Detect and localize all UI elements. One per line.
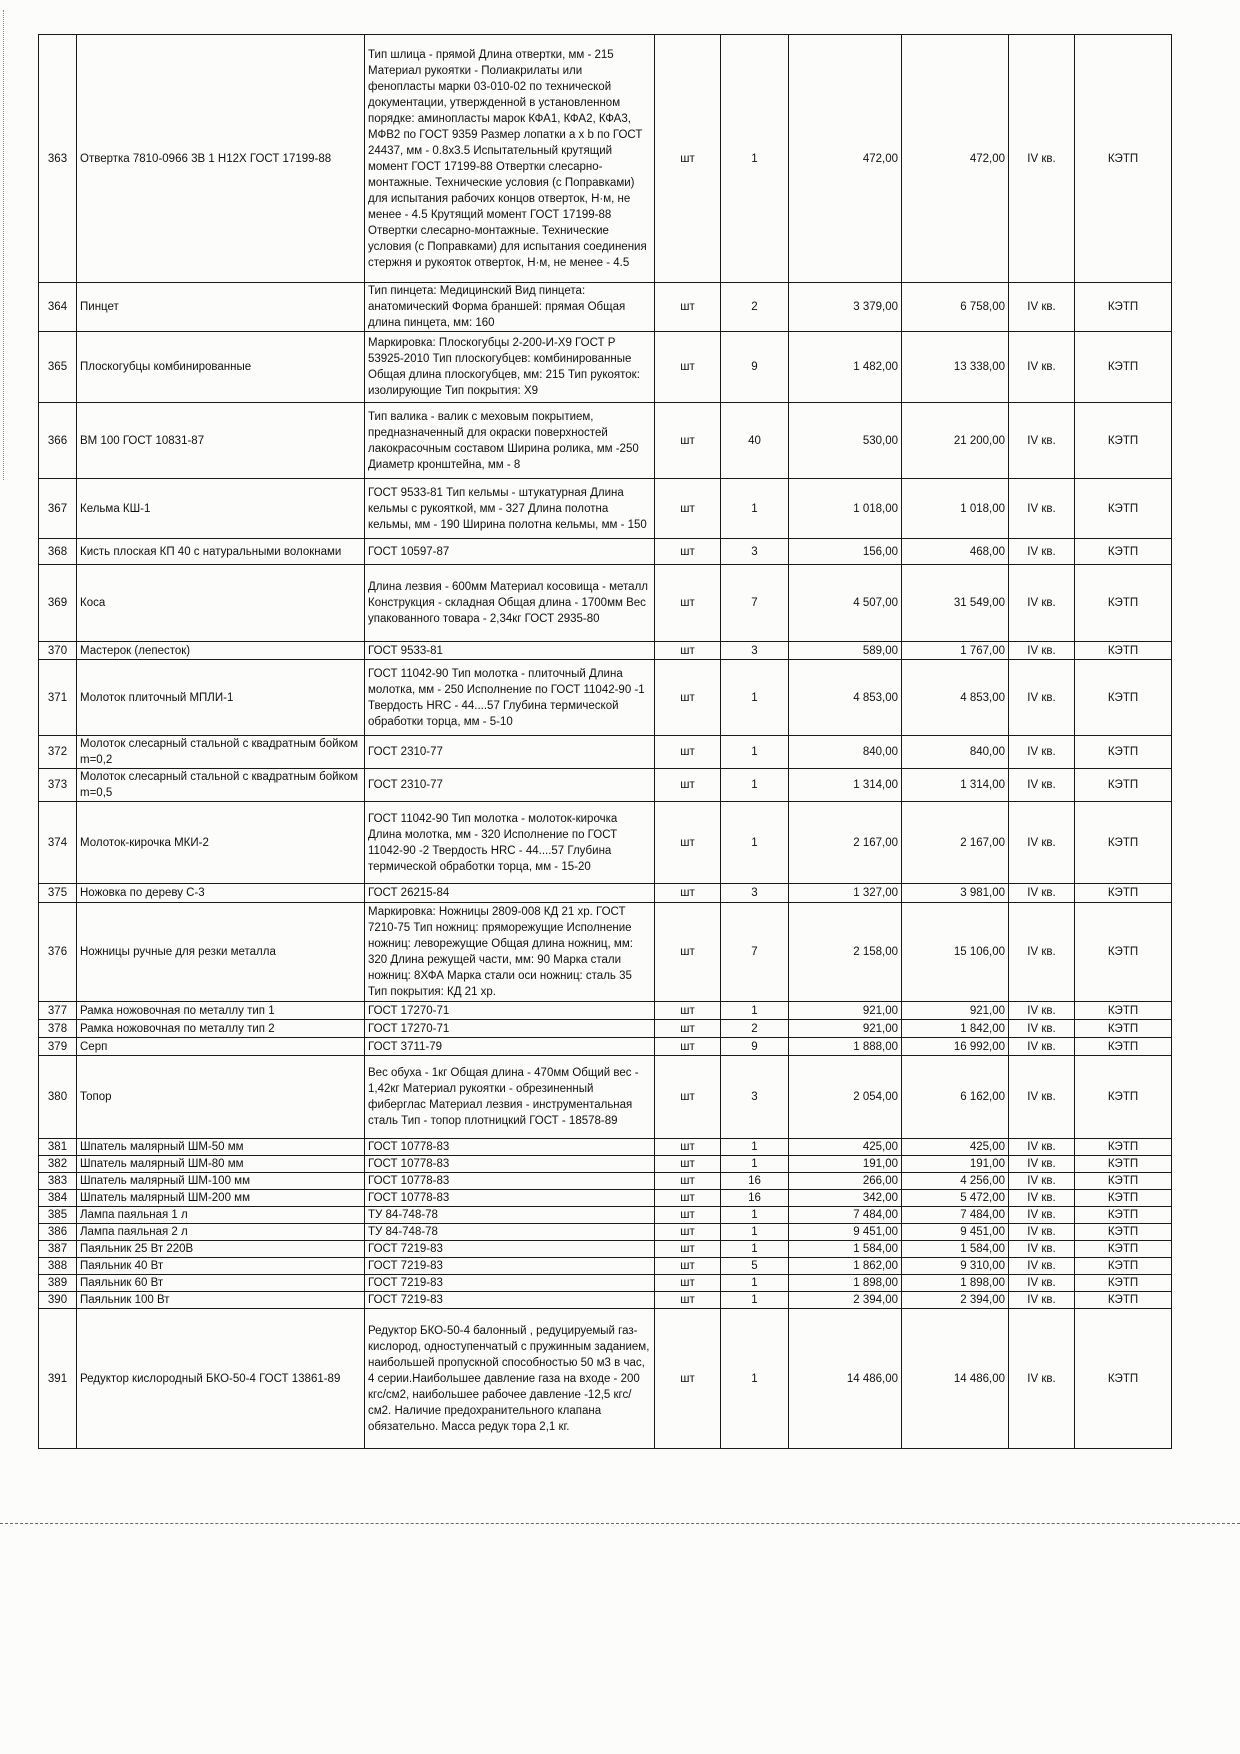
item-name: Паяльник 40 Вт — [77, 1258, 365, 1275]
delivery-quarter: IV кв. — [1009, 35, 1075, 283]
total-amount: 425,00 — [902, 1139, 1009, 1156]
customer-code: КЭТП — [1075, 332, 1172, 403]
unit-of-measure: шт — [655, 1056, 721, 1139]
customer-code: КЭТП — [1075, 1002, 1172, 1020]
item-specification: Тип валика - валик с меховым покрытием, предназначенный для окраски поверхностей лакокрасочным составом Ширина ролика, мм -250 Диаметр кронштейна, мм - 8 — [365, 403, 655, 479]
table-row — [39, 403, 1172, 479]
item-name: Паяльник 25 Вт 220В — [77, 1241, 365, 1258]
table-row — [39, 1038, 1172, 1056]
quantity: 2 — [721, 283, 789, 332]
customer-code: КЭТП — [1075, 884, 1172, 903]
unit-price: 840,00 — [789, 736, 902, 769]
quantity: 1 — [721, 660, 789, 736]
item-name: Лампа паяльная 2 л — [77, 1224, 365, 1241]
customer-code: КЭТП — [1075, 1038, 1172, 1056]
row-number: 366 — [39, 403, 77, 479]
unit-price: 191,00 — [789, 1156, 902, 1173]
item-name: Отвертка 7810-0966 3В 1 Н12Х ГОСТ 17199-88 — [77, 35, 365, 283]
total-amount: 1 018,00 — [902, 479, 1009, 539]
delivery-quarter: IV кв. — [1009, 802, 1075, 884]
row-number: 378 — [39, 1020, 77, 1038]
quantity: 1 — [721, 1139, 789, 1156]
unit-of-measure: шт — [655, 1309, 721, 1449]
delivery-quarter: IV кв. — [1009, 1241, 1075, 1258]
customer-code: КЭТП — [1075, 1056, 1172, 1139]
customer-code: КЭТП — [1075, 1190, 1172, 1207]
customer-code: КЭТП — [1075, 642, 1172, 660]
total-amount: 13 338,00 — [902, 332, 1009, 403]
item-name: Ножницы ручные для резки металла — [77, 903, 365, 1002]
total-amount: 16 992,00 — [902, 1038, 1009, 1056]
table-row — [39, 1002, 1172, 1020]
unit-price: 2 054,00 — [789, 1056, 902, 1139]
unit-of-measure: шт — [655, 1139, 721, 1156]
unit-price: 1 898,00 — [789, 1275, 902, 1292]
item-name: Редуктор кислородный БКО-50-4 ГОСТ 13861-89 — [77, 1309, 365, 1449]
item-specification: ГОСТ 2310-77 — [365, 736, 655, 769]
table-row — [39, 903, 1172, 1002]
delivery-quarter: IV кв. — [1009, 403, 1075, 479]
row-number: 377 — [39, 1002, 77, 1020]
delivery-quarter: IV кв. — [1009, 479, 1075, 539]
quantity: 1 — [721, 1309, 789, 1449]
item-specification: ГОСТ 11042-90 Тип молотка - молоток-кирочка Длина молотка, мм - 320 Исполнение по ГОСТ 11042-90 -2 Твердость HRC - 44....57 Глубина термической обработки торца, мм - 15-20 — [365, 802, 655, 884]
row-number: 371 — [39, 660, 77, 736]
unit-price: 3 379,00 — [789, 283, 902, 332]
item-name: Рамка ножовочная по металлу тип 2 — [77, 1020, 365, 1038]
quantity: 1 — [721, 1156, 789, 1173]
unit-price: 1 482,00 — [789, 332, 902, 403]
item-name: Рамка ножовочная по металлу тип 1 — [77, 1002, 365, 1020]
total-amount: 6 162,00 — [902, 1056, 1009, 1139]
delivery-quarter: IV кв. — [1009, 1173, 1075, 1190]
total-amount: 1 898,00 — [902, 1275, 1009, 1292]
row-number: 365 — [39, 332, 77, 403]
item-name: Шпатель малярный ШМ-50 мм — [77, 1139, 365, 1156]
delivery-quarter: IV кв. — [1009, 283, 1075, 332]
delivery-quarter: IV кв. — [1009, 1056, 1075, 1139]
row-number: 385 — [39, 1207, 77, 1224]
item-specification: ГОСТ 7219-83 — [365, 1258, 655, 1275]
unit-of-measure: шт — [655, 736, 721, 769]
total-amount: 6 758,00 — [902, 283, 1009, 332]
unit-price: 425,00 — [789, 1139, 902, 1156]
total-amount: 15 106,00 — [902, 903, 1009, 1002]
table-row — [39, 660, 1172, 736]
scan-cut-line — [0, 1523, 1240, 1524]
row-number: 384 — [39, 1190, 77, 1207]
delivery-quarter: IV кв. — [1009, 1139, 1075, 1156]
unit-of-measure: шт — [655, 35, 721, 283]
unit-of-measure: шт — [655, 1173, 721, 1190]
quantity: 3 — [721, 539, 789, 565]
quantity: 1 — [721, 1002, 789, 1020]
unit-price: 1 314,00 — [789, 769, 902, 802]
unit-of-measure: шт — [655, 479, 721, 539]
table-row — [39, 802, 1172, 884]
row-number: 383 — [39, 1173, 77, 1190]
item-name: Шпатель малярный ШМ-200 мм — [77, 1190, 365, 1207]
table-row — [39, 1156, 1172, 1173]
table-row — [39, 1020, 1172, 1038]
total-amount: 472,00 — [902, 35, 1009, 283]
customer-code: КЭТП — [1075, 1139, 1172, 1156]
delivery-quarter: IV кв. — [1009, 1020, 1075, 1038]
customer-code: КЭТП — [1075, 1292, 1172, 1309]
quantity: 1 — [721, 1224, 789, 1241]
quantity: 9 — [721, 332, 789, 403]
item-name: Молоток слесарный стальной с квадратным бойком m=0,2 — [77, 736, 365, 769]
item-name: Кисть плоская КП 40 с натуральными волокнами — [77, 539, 365, 565]
quantity: 16 — [721, 1173, 789, 1190]
unit-of-measure: шт — [655, 332, 721, 403]
delivery-quarter: IV кв. — [1009, 660, 1075, 736]
total-amount: 9 310,00 — [902, 1258, 1009, 1275]
row-number: 375 — [39, 884, 77, 903]
unit-of-measure: шт — [655, 1241, 721, 1258]
quantity: 40 — [721, 403, 789, 479]
row-number: 363 — [39, 35, 77, 283]
customer-code: КЭТП — [1075, 1309, 1172, 1449]
unit-of-measure: шт — [655, 642, 721, 660]
total-amount: 1 584,00 — [902, 1241, 1009, 1258]
item-name: Паяльник 100 Вт — [77, 1292, 365, 1309]
item-specification: ГОСТ 2310-77 — [365, 769, 655, 802]
delivery-quarter: IV кв. — [1009, 1309, 1075, 1449]
total-amount: 4 256,00 — [902, 1173, 1009, 1190]
total-amount: 921,00 — [902, 1002, 1009, 1020]
total-amount: 191,00 — [902, 1156, 1009, 1173]
item-name: Серп — [77, 1038, 365, 1056]
quantity: 5 — [721, 1258, 789, 1275]
table-row — [39, 769, 1172, 802]
item-name: Ножовка по дереву С-3 — [77, 884, 365, 903]
customer-code: КЭТП — [1075, 479, 1172, 539]
delivery-quarter: IV кв. — [1009, 1190, 1075, 1207]
unit-of-measure: шт — [655, 1020, 721, 1038]
customer-code: КЭТП — [1075, 539, 1172, 565]
unit-of-measure: шт — [655, 903, 721, 1002]
item-name: Плоскогубцы комбинированные — [77, 332, 365, 403]
table-row — [39, 884, 1172, 903]
item-name: Молоток-кирочка МКИ-2 — [77, 802, 365, 884]
unit-price: 472,00 — [789, 35, 902, 283]
item-specification: ГОСТ 11042-90 Тип молотка - плиточный Длина молотка, мм - 250 Исполнение по ГОСТ 11042-90 -1 Твердость HRC - 44....57 Глубина термической обработки торца, мм - 5-10 — [365, 660, 655, 736]
customer-code: КЭТП — [1075, 1224, 1172, 1241]
unit-of-measure: шт — [655, 1207, 721, 1224]
item-specification: ГОСТ 9533-81 Тип кельмы - штукатурная Длина кельмы с рукояткой, мм - 327 Длина полотна кельмы, мм - 190 Ширина полотна кельмы, мм - 150 — [365, 479, 655, 539]
total-amount: 31 549,00 — [902, 565, 1009, 642]
item-specification: ГОСТ 17270-71 — [365, 1020, 655, 1038]
customer-code: КЭТП — [1075, 35, 1172, 283]
item-specification: ГОСТ 7219-83 — [365, 1241, 655, 1258]
row-number: 388 — [39, 1258, 77, 1275]
customer-code: КЭТП — [1075, 1241, 1172, 1258]
unit-price: 156,00 — [789, 539, 902, 565]
table-row — [39, 1309, 1172, 1449]
table-row — [39, 565, 1172, 642]
row-number: 382 — [39, 1156, 77, 1173]
item-specification: ТУ 84-748-78 — [365, 1207, 655, 1224]
table-row — [39, 1139, 1172, 1156]
unit-price: 14 486,00 — [789, 1309, 902, 1449]
item-specification: ГОСТ 7219-83 — [365, 1292, 655, 1309]
table-row — [39, 1241, 1172, 1258]
row-number: 369 — [39, 565, 77, 642]
total-amount: 5 472,00 — [902, 1190, 1009, 1207]
item-name: Пинцет — [77, 283, 365, 332]
quantity: 2 — [721, 1020, 789, 1038]
unit-of-measure: шт — [655, 1292, 721, 1309]
unit-price: 1 327,00 — [789, 884, 902, 903]
item-name: Шпатель малярный ШМ-100 мм — [77, 1173, 365, 1190]
unit-price: 2 167,00 — [789, 802, 902, 884]
customer-code: КЭТП — [1075, 1258, 1172, 1275]
quantity: 7 — [721, 565, 789, 642]
quantity: 1 — [721, 769, 789, 802]
quantity: 1 — [721, 35, 789, 283]
item-name: Шпатель малярный ШМ-80 мм — [77, 1156, 365, 1173]
unit-of-measure: шт — [655, 1190, 721, 1207]
unit-of-measure: шт — [655, 660, 721, 736]
unit-of-measure: шт — [655, 769, 721, 802]
unit-of-measure: шт — [655, 1258, 721, 1275]
unit-price: 9 451,00 — [789, 1224, 902, 1241]
unit-of-measure: шт — [655, 1156, 721, 1173]
unit-of-measure: шт — [655, 1275, 721, 1292]
item-specification: Маркировка: Ножницы 2809-008 КД 21 хр. ГОСТ 7210-75 Тип ножниц: пряморежущие Исполнение ножниц: леворежущие Общая длина ножниц, мм: 320 Длина режущей части, мм: 90 Марка стали ножниц: 8ХФА Марка стали оси ножниц: сталь 35 Тип покрытия: КД 21 хр. — [365, 903, 655, 1002]
specification-table — [38, 34, 1172, 1449]
table-row — [39, 1224, 1172, 1241]
quantity: 9 — [721, 1038, 789, 1056]
item-name: Молоток плиточный МПЛИ-1 — [77, 660, 365, 736]
unit-price: 589,00 — [789, 642, 902, 660]
item-specification: ГОСТ 10597-87 — [365, 539, 655, 565]
unit-price: 7 484,00 — [789, 1207, 902, 1224]
delivery-quarter: IV кв. — [1009, 903, 1075, 1002]
customer-code: КЭТП — [1075, 660, 1172, 736]
unit-of-measure: шт — [655, 802, 721, 884]
total-amount: 9 451,00 — [902, 1224, 1009, 1241]
unit-of-measure: шт — [655, 1038, 721, 1056]
quantity: 1 — [721, 479, 789, 539]
unit-price: 2 158,00 — [789, 903, 902, 1002]
table-row — [39, 35, 1172, 283]
item-specification: ГОСТ 9533-81 — [365, 642, 655, 660]
table-row — [39, 1275, 1172, 1292]
item-specification: Тип шлица - прямой Длина отвертки, мм - 215 Материал рукоятки - Полиакрилаты или фенопласты марки 03-010-02 по технической документации, утвержденной в установленном порядке: аминопласты марок КФА1, КФА2, КФА3, МФВ2 по ГОСТ 9359 Размер лопатки a x b по ГОСТ 24437, мм - 0.8х3.5 Испытательный крутящий момент ГОСТ 17199-88 Отвертки слесарно-монтажные. Технические условия (с Поправками) для испытания рабочих концов отверток, Н·м, не менее - 4.5 Крутящий момент ГОСТ 17199-88 Отвертки слесарно-монтажные. Технические условия (с Поправками) для испытания соединения стержня и рукояток отверток, Н·м, не менее - 4.5 — [365, 35, 655, 283]
delivery-quarter: IV кв. — [1009, 1038, 1075, 1056]
item-specification: Длина лезвия - 600мм Материал косовища - металл Конструкция - складная Общая длина - 1700мм Вес упакованного товара - 2,34кг ГОСТ 2935-80 — [365, 565, 655, 642]
unit-price: 1 584,00 — [789, 1241, 902, 1258]
table-row — [39, 1056, 1172, 1139]
table-row — [39, 1258, 1172, 1275]
unit-price: 4 507,00 — [789, 565, 902, 642]
unit-of-measure: шт — [655, 884, 721, 903]
quantity: 3 — [721, 1056, 789, 1139]
item-specification: Тип пинцета: Медицинский Вид пинцета: анатомический Форма браншей: прямая Общая длина пинцета, мм: 160 — [365, 283, 655, 332]
row-number: 381 — [39, 1139, 77, 1156]
delivery-quarter: IV кв. — [1009, 736, 1075, 769]
quantity: 1 — [721, 1292, 789, 1309]
item-name: Лампа паяльная 1 л — [77, 1207, 365, 1224]
quantity: 1 — [721, 802, 789, 884]
unit-price: 530,00 — [789, 403, 902, 479]
table-row — [39, 736, 1172, 769]
delivery-quarter: IV кв. — [1009, 1207, 1075, 1224]
quantity: 3 — [721, 884, 789, 903]
row-number: 376 — [39, 903, 77, 1002]
unit-of-measure: шт — [655, 1002, 721, 1020]
unit-price: 921,00 — [789, 1020, 902, 1038]
unit-price: 1 862,00 — [789, 1258, 902, 1275]
row-number: 373 — [39, 769, 77, 802]
table-row — [39, 479, 1172, 539]
quantity: 1 — [721, 1275, 789, 1292]
total-amount: 840,00 — [902, 736, 1009, 769]
quantity: 1 — [721, 1241, 789, 1258]
delivery-quarter: IV кв. — [1009, 1275, 1075, 1292]
item-specification: ГОСТ 26215-84 — [365, 884, 655, 903]
delivery-quarter: IV кв. — [1009, 332, 1075, 403]
quantity: 1 — [721, 1207, 789, 1224]
customer-code: КЭТП — [1075, 1173, 1172, 1190]
quantity: 16 — [721, 1190, 789, 1207]
customer-code: КЭТП — [1075, 736, 1172, 769]
delivery-quarter: IV кв. — [1009, 884, 1075, 903]
row-number: 387 — [39, 1241, 77, 1258]
total-amount: 3 981,00 — [902, 884, 1009, 903]
table-row — [39, 539, 1172, 565]
delivery-quarter: IV кв. — [1009, 1224, 1075, 1241]
item-specification: ГОСТ 10778-83 — [365, 1173, 655, 1190]
item-specification: ГОСТ 3711-79 — [365, 1038, 655, 1056]
table-row — [39, 1173, 1172, 1190]
item-name: ВМ 100 ГОСТ 10831-87 — [77, 403, 365, 479]
customer-code: КЭТП — [1075, 283, 1172, 332]
total-amount: 1 842,00 — [902, 1020, 1009, 1038]
delivery-quarter: IV кв. — [1009, 642, 1075, 660]
unit-price: 342,00 — [789, 1190, 902, 1207]
item-specification: ГОСТ 10778-83 — [365, 1139, 655, 1156]
row-number: 374 — [39, 802, 77, 884]
unit-price: 1 018,00 — [789, 479, 902, 539]
row-number: 379 — [39, 1038, 77, 1056]
row-number: 391 — [39, 1309, 77, 1449]
item-name: Паяльник 60 Вт — [77, 1275, 365, 1292]
table-body — [39, 35, 1172, 1449]
row-number: 390 — [39, 1292, 77, 1309]
total-amount: 1 314,00 — [902, 769, 1009, 802]
item-name: Топор — [77, 1056, 365, 1139]
row-number: 370 — [39, 642, 77, 660]
delivery-quarter: IV кв. — [1009, 1156, 1075, 1173]
item-name: Коса — [77, 565, 365, 642]
unit-of-measure: шт — [655, 283, 721, 332]
unit-of-measure: шт — [655, 1224, 721, 1241]
customer-code: КЭТП — [1075, 903, 1172, 1002]
customer-code: КЭТП — [1075, 565, 1172, 642]
table-row — [39, 1292, 1172, 1309]
row-number: 364 — [39, 283, 77, 332]
item-specification: Редуктор БКО-50-4 балонный , редуцируемый газ- кислород, одноступенчатый с пружинным заданием, наибольшей пропускной способностью 50 м3 в час, 4 серии.Наибольшее давление газа на входе - 200 кгс/см2, наибольшее рабочее давление -12,5 кгс/см2. Наличие предохранительного клапана обязательно. Масса редук тора 2,1 кг. — [365, 1309, 655, 1449]
delivery-quarter: IV кв. — [1009, 1292, 1075, 1309]
item-specification: ТУ 84-748-78 — [365, 1224, 655, 1241]
delivery-quarter: IV кв. — [1009, 565, 1075, 642]
unit-price: 266,00 — [789, 1173, 902, 1190]
quantity: 1 — [721, 736, 789, 769]
unit-price: 2 394,00 — [789, 1292, 902, 1309]
unit-price: 1 888,00 — [789, 1038, 902, 1056]
total-amount: 2 394,00 — [902, 1292, 1009, 1309]
table-row — [39, 1190, 1172, 1207]
delivery-quarter: IV кв. — [1009, 1258, 1075, 1275]
item-specification: ГОСТ 10778-83 — [365, 1156, 655, 1173]
table-row — [39, 283, 1172, 332]
unit-of-measure: шт — [655, 565, 721, 642]
item-specification: Вес обуха - 1кг Общая длина - 470мм Общий вес - 1,42кг Материал рукоятки - обрезиненный фиберглас Материал лезвия - инструментальная сталь Тип - топор плотницкий ГОСТ - 18578-89 — [365, 1056, 655, 1139]
item-name: Кельма КШ-1 — [77, 479, 365, 539]
row-number: 386 — [39, 1224, 77, 1241]
item-specification: ГОСТ 7219-83 — [365, 1275, 655, 1292]
unit-price: 921,00 — [789, 1002, 902, 1020]
quantity: 3 — [721, 642, 789, 660]
delivery-quarter: IV кв. — [1009, 769, 1075, 802]
row-number: 380 — [39, 1056, 77, 1139]
unit-of-measure: шт — [655, 403, 721, 479]
customer-code: КЭТП — [1075, 802, 1172, 884]
total-amount: 4 853,00 — [902, 660, 1009, 736]
delivery-quarter: IV кв. — [1009, 1002, 1075, 1020]
customer-code: КЭТП — [1075, 1207, 1172, 1224]
item-name: Молоток слесарный стальной с квадратным бойком m=0,5 — [77, 769, 365, 802]
item-specification: ГОСТ 10778-83 — [365, 1190, 655, 1207]
total-amount: 1 767,00 — [902, 642, 1009, 660]
customer-code: КЭТП — [1075, 403, 1172, 479]
quantity: 7 — [721, 903, 789, 1002]
unit-price: 4 853,00 — [789, 660, 902, 736]
table-row — [39, 1207, 1172, 1224]
customer-code: КЭТП — [1075, 769, 1172, 802]
item-name: Мастерок (лепесток) — [77, 642, 365, 660]
item-specification: Маркировка: Плоскогубцы 2-200-И-Х9 ГОСТ Р 53925-2010 Тип плоскогубцев: комбинированные Общая длина плоскогубцев, мм: 215 Тип рукояток: изолирующие Тип покрытия: Х9 — [365, 332, 655, 403]
total-amount: 2 167,00 — [902, 802, 1009, 884]
total-amount: 468,00 — [902, 539, 1009, 565]
row-number: 367 — [39, 479, 77, 539]
scan-edge-marks — [3, 10, 8, 480]
row-number: 389 — [39, 1275, 77, 1292]
customer-code: КЭТП — [1075, 1275, 1172, 1292]
total-amount: 14 486,00 — [902, 1309, 1009, 1449]
customer-code: КЭТП — [1075, 1156, 1172, 1173]
unit-of-measure: шт — [655, 539, 721, 565]
row-number: 372 — [39, 736, 77, 769]
row-number: 368 — [39, 539, 77, 565]
table-row — [39, 332, 1172, 403]
total-amount: 7 484,00 — [902, 1207, 1009, 1224]
customer-code: КЭТП — [1075, 1020, 1172, 1038]
delivery-quarter: IV кв. — [1009, 539, 1075, 565]
table-row — [39, 642, 1172, 660]
total-amount: 21 200,00 — [902, 403, 1009, 479]
item-specification: ГОСТ 17270-71 — [365, 1002, 655, 1020]
